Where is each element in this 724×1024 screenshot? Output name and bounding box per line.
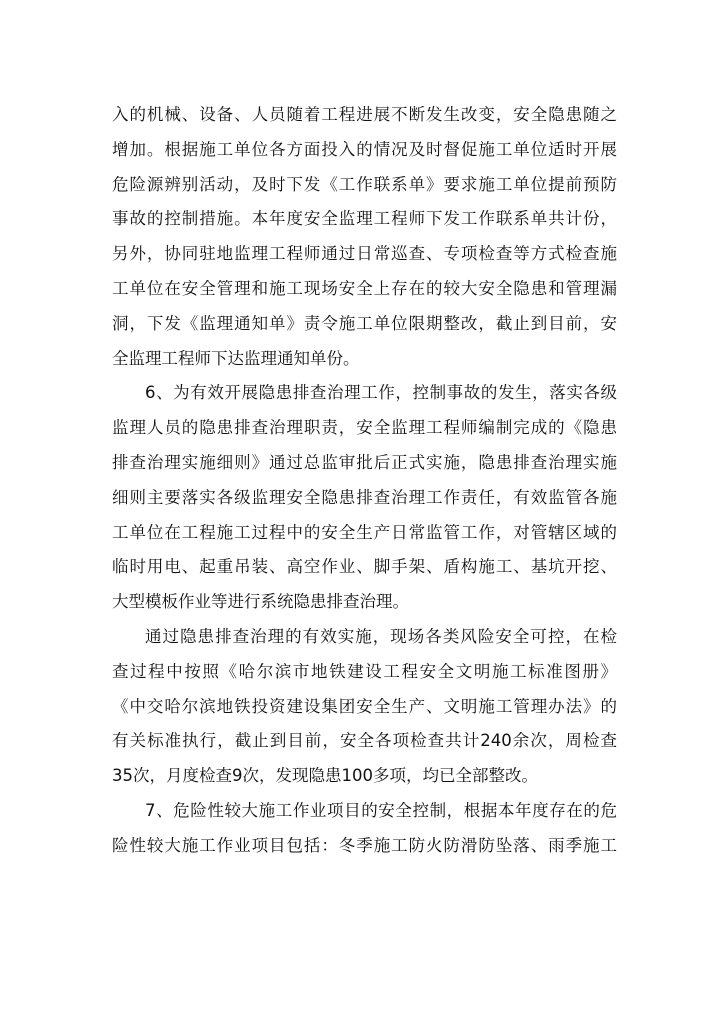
text-line: 临时用电、起重吊装、高空作业、脚手架、盾构施工、基坑开挖、 xyxy=(112,557,617,577)
text-line: 细则主要落实各级监理安全隐患排查治理工作责任，有效监管各施 xyxy=(112,487,617,507)
text-line: 工单位在安全管理和施工现场安全上存在的较大安全隐患和管理漏 xyxy=(112,278,617,298)
text-line: 监理人员的隐患排查治理职责，安全监理工程师编制完成的《隐患 xyxy=(112,418,617,438)
text-line: 事故的控制措施。本年度安全监理工程师下发工作联系单共计份， xyxy=(112,209,617,229)
text-line: 大型模板作业等进行系统隐患排查治理。 xyxy=(112,592,409,612)
text-line: 洞，下发《监理通知单》责令施工单位限期整改，截止到目前，安 xyxy=(112,313,617,333)
text-line: 35次，月度检查9次，发现隐患100多项，均已全部整改。 xyxy=(112,766,538,786)
text-line: 工单位在工程施工过程中的安全生产日常监管工作，对管辖区域的 xyxy=(112,522,617,542)
text-line: 7、危险性较大施工作业项目的安全控制，根据本年度存在的危 xyxy=(145,800,617,820)
text-line: 《中交哈尔滨地铁投资建设集团安全生产、文明施工管理办法》的 xyxy=(112,696,617,716)
text-line: 另外，协同驻地监理工程师通过日常巡查、专项检查等方式检查施 xyxy=(112,244,617,264)
text-line: 全监理工程师下达监理通知单份。 xyxy=(112,348,360,368)
text-line: 排查治理实施细则》通过总监审批后正式实施，隐患排查治理实施 xyxy=(112,452,617,472)
body-text xyxy=(112,98,617,864)
text-line: 通过隐患排查治理的有效实施，现场各类风险安全可控，在检 xyxy=(145,626,617,646)
text-line: 查过程中按照《哈尔滨市地铁建设工程安全文明施工标准图册》 xyxy=(112,661,617,681)
text-line: 有关标准执行，截止到目前，安全各项检查共计240余次，周检查 xyxy=(112,731,617,751)
text-line: 危险源辨别活动，及时下发《工作联系单》要求施工单位提前预防 xyxy=(112,174,617,194)
text-line: 6、为有效开展隐患排查治理工作，控制事故的发生，落实各级 xyxy=(145,383,617,403)
text-line: 增加。根据施工单位各方面投入的情况及时督促施工单位适时开展 xyxy=(112,139,617,159)
text-line: 险性较大施工作业项目包括：冬季施工防火防滑防坠落、雨季施工 xyxy=(112,835,617,855)
text-line: 入的机械、设备、人员随着工程进展不断发生改变，安全隐患随之 xyxy=(112,105,617,124)
